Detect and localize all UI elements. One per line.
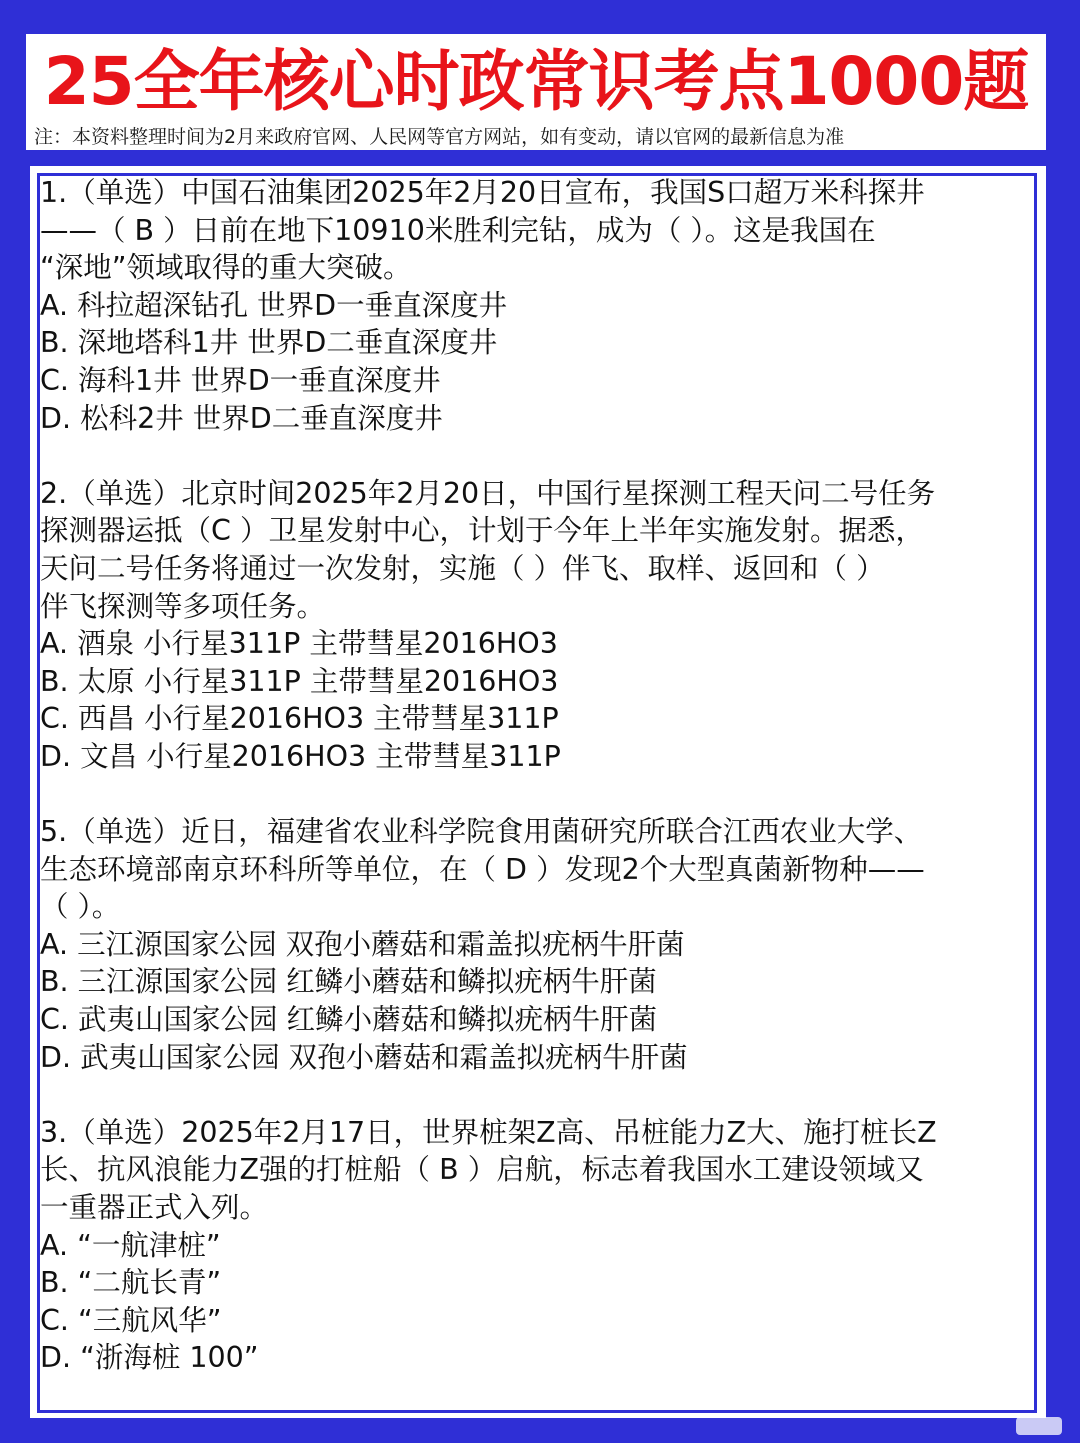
option-a: A. “一航津桩” (40, 1228, 221, 1262)
option-b: B. 深地塔科1井 世界D二垂直深度井 (40, 326, 498, 360)
question-2 (40, 475, 1020, 776)
option-c: C. 武夷山国家公园 红鳞小蘑菇和鳞拟疣柄牛肝菌 (40, 1003, 658, 1037)
question-text-line: 伴飞探测等多项任务。 (40, 589, 326, 623)
question-text-line: 一重器正式入列。 (40, 1191, 269, 1225)
question-text-line: “深地”领域取得的重大突破。 (40, 251, 412, 285)
question-text-line: 1.（单选）中国石油集团2025年2月20日宣布，我国S口超万米科探井 (40, 176, 925, 209)
question-text-line: 长、抗风浪能力Z强的打桩船（ B ）启航，标志着我国水工建设领域又 (40, 1153, 924, 1187)
question-list (40, 174, 1020, 1415)
option-b: B. “二航长青” (40, 1266, 222, 1300)
option-c: C. 西昌 小行星2016HO3 主带彗星311P (40, 702, 559, 736)
option-b: B. 太原 小行星311P 主带彗星2016HO3 (40, 664, 559, 698)
page-title: 25全年核心时政常识考点1000题 (43, 43, 1029, 120)
option-a: A. 酒泉 小行星311P 主带彗星2016HO3 (40, 627, 558, 661)
option-c: C. 海科1井 世界D一垂直深度井 (40, 363, 441, 397)
question-text-line: 探测器运抵（C ）卫星发射中心，计划于今年上半年实施发射。据悉， (40, 514, 924, 548)
question-5 (40, 813, 1020, 1076)
option-a: A. 三江源国家公园 双孢小蘑菇和霜盖拟疣柄牛肝菌 (40, 927, 685, 961)
question-text-line: 天问二号任务将通过一次发射，实施（ ）伴飞、取样、返回和（ ） (40, 551, 885, 585)
question-1 (40, 174, 1020, 437)
header-banner (26, 34, 1046, 150)
question-text-line: 生态环境部南京环科所等单位，在（ D ）发现2个大型真菌新物种—— (40, 852, 925, 886)
option-d: D. 武夷山国家公园 双孢小蘑菇和霜盖拟疣柄牛肝菌 (40, 1040, 688, 1074)
question-3 (40, 1114, 1020, 1377)
source-note: 注：本资料整理时间为2月来政府官网、人民网等官方网站，如有变动，请以官网的最新信息为准 (34, 126, 845, 148)
option-d: D. 文昌 小行星2016HO3 主带彗星311P (40, 739, 561, 773)
content-panel (30, 166, 1046, 1418)
question-text-line: 5.（单选）近日，福建省农业科学院食用菌研究所联合江西农业大学、 (40, 815, 923, 849)
question-text-line: ——（ B ）日前在地下10910米胜利完钻，成为（ ）。这是我国在 (40, 213, 876, 247)
watermark-badge (1016, 1417, 1062, 1435)
question-text-line: 3.（单选）2025年2月17日，世界桩架Z高、吊桩能力Z大、施打桩长Z (40, 1115, 937, 1149)
option-c: C. “三航风华” (40, 1303, 222, 1337)
option-a: A. 科拉超深钻孔 世界D一垂直深度井 (40, 288, 508, 322)
question-text-line: 2.（单选）北京时间2025年2月20日，中国行星探测工程天问二号任务 (40, 476, 936, 510)
question-text-line: （ ）。 (40, 890, 121, 924)
option-b: B. 三江源国家公园 红鳞小蘑菇和鳞拟疣柄牛肝菌 (40, 965, 657, 999)
option-d: D. 松科2井 世界D二垂直深度井 (40, 401, 443, 435)
option-d: D. “浙海桩 100” (40, 1341, 259, 1375)
